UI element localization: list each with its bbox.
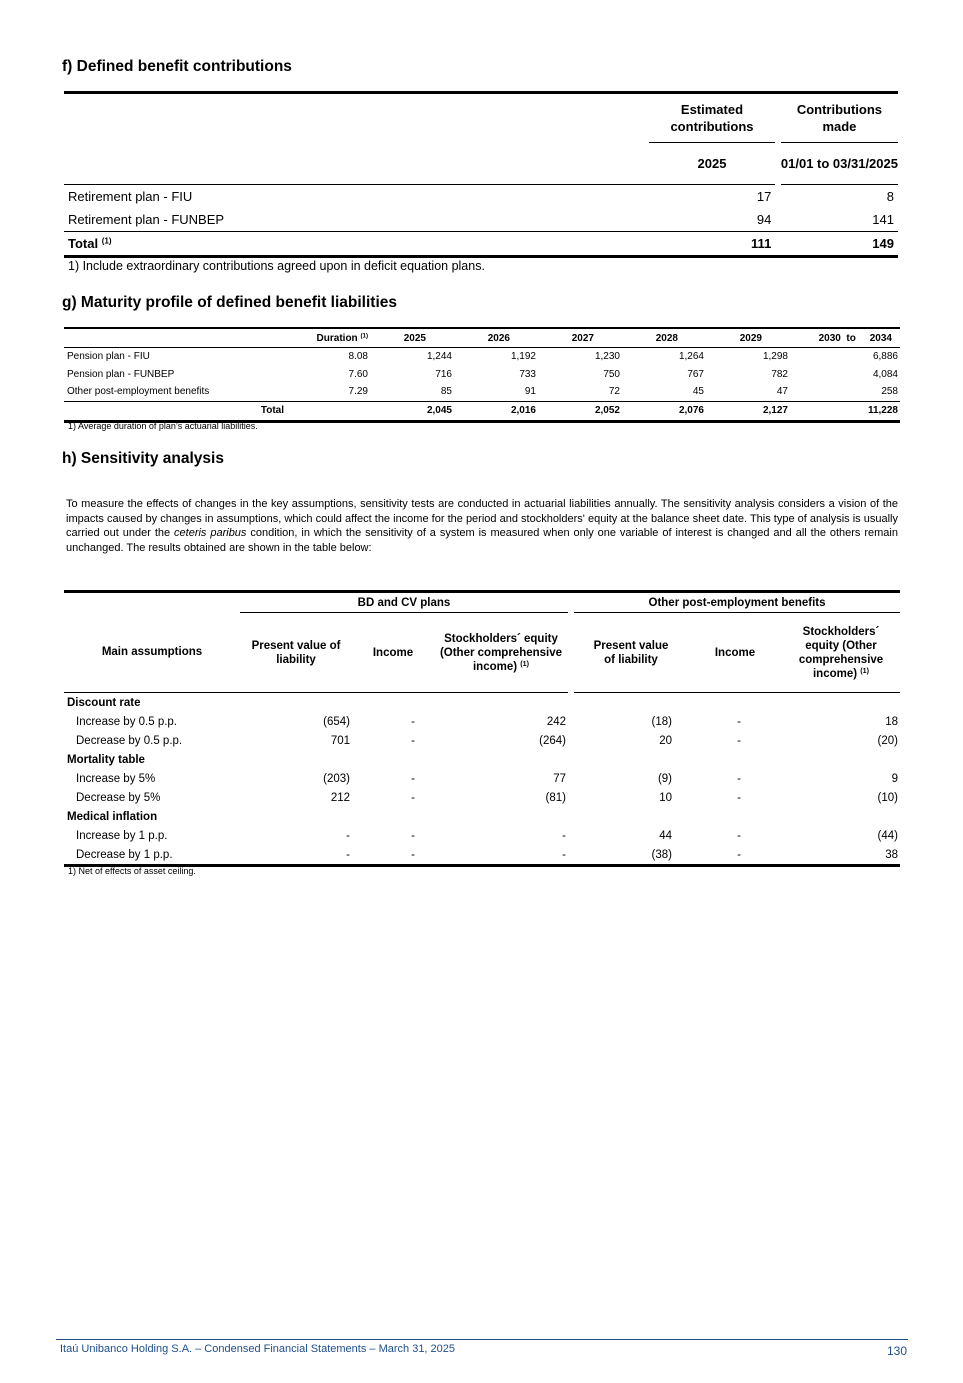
- col-present-value: Present value of liability: [240, 613, 352, 693]
- footnote-marker: (1): [360, 332, 368, 340]
- section-f-note: 1) Include extraordinary contributions agreed upon in deficit equation plans.: [68, 259, 485, 273]
- cell-value: (44): [877, 829, 898, 842]
- cell-value: 6,886: [872, 351, 898, 363]
- cell-value: -: [737, 791, 741, 804]
- cell-value: 9: [891, 772, 898, 785]
- table-row: [64, 383, 900, 401]
- section-label: Medical inflation: [67, 810, 158, 823]
- col-estimated-period: 2025: [649, 143, 776, 185]
- cell-value: 1,264: [678, 351, 704, 363]
- cell-value: -: [737, 734, 741, 747]
- cell-value: (9): [657, 772, 672, 785]
- cell-value: 212: [330, 791, 350, 804]
- cell-value: 1,298: [762, 351, 788, 363]
- cell-value: (264): [539, 734, 566, 747]
- sensitivity-table: [64, 590, 900, 867]
- defined-benefit-contributions-table: [64, 91, 898, 258]
- main-assumptions-header: Main assumptions: [64, 613, 240, 693]
- table-row: [64, 208, 898, 232]
- row-label: Pension plan - FUNBEP: [67, 368, 175, 380]
- cell-value: 701: [330, 734, 350, 747]
- section-f-title: f) Defined benefit contributions: [62, 58, 292, 75]
- total-label: Total: [64, 401, 284, 421]
- total-value: 2,016: [454, 401, 538, 421]
- section-row: [64, 693, 900, 713]
- cell-value: 767: [687, 368, 704, 380]
- duration-value: 8.08: [348, 351, 368, 363]
- section-label: Mortality table: [67, 753, 145, 766]
- cell-value: 242: [546, 715, 566, 728]
- cell-value: -: [411, 791, 415, 804]
- maturity-profile-table: [64, 327, 900, 423]
- row-label: Increase by 0.5 p.p.: [76, 715, 178, 728]
- year-header: 2028: [622, 328, 706, 348]
- cell-value: (38): [574, 845, 688, 866]
- cell-value: 85: [440, 386, 452, 398]
- col-made-header: Contributions made: [781, 93, 898, 143]
- cell-value: -: [737, 715, 741, 728]
- range-header: 2030 to 2034: [790, 328, 900, 348]
- total-value: 2,045: [370, 401, 454, 421]
- total-label: Total: [68, 236, 99, 251]
- estimated-value: 94: [756, 212, 772, 227]
- cell-value: 77: [553, 772, 566, 785]
- cell-value: -: [240, 845, 352, 866]
- total-row: [64, 401, 900, 421]
- page-number: 130: [886, 1344, 907, 1358]
- cell-value: -: [411, 715, 415, 728]
- row-label: Decrease by 1 p.p.: [64, 845, 240, 866]
- sensitivity-paragraph: To measure the effects of changes in the key assumptions, sensitivity tests are conducted in actuarial liabilities annually. The sensitivity analysis considers a vision of the impacts caused by changes in assumptions, which could affect the income for the period and stockholders' equity at the balance sheet date. This type of analysis is usually carried out under the ceteris paribus condition, in which the sensitivity of a system is measured when only one variable of interest is changed and all the others remain unchanged. The results obtained are shown in the table below:: [66, 498, 898, 554]
- cell-value: 1,230: [594, 351, 620, 363]
- cell-value: 750: [603, 368, 620, 380]
- total-value: 2,127: [706, 401, 790, 421]
- estimated-value: 17: [756, 189, 772, 204]
- footer-divider: [56, 1339, 908, 1340]
- cell-value: -: [737, 772, 741, 785]
- year-header: 2029: [706, 328, 790, 348]
- table-row: [64, 769, 900, 788]
- group-bd-cv: BD and CV plans: [240, 592, 568, 613]
- made-value: 8: [886, 189, 894, 204]
- duration-value: 7.29: [348, 386, 368, 398]
- cell-value: (203): [323, 772, 350, 785]
- row-label: Decrease by 0.5 p.p.: [76, 734, 183, 747]
- cell-value: -: [346, 829, 350, 842]
- total-value: 2,076: [622, 401, 706, 421]
- cell-value: 38: [782, 845, 900, 866]
- table-row: [64, 185, 898, 209]
- cell-value: 1,192: [510, 351, 536, 363]
- cell-value: -: [411, 772, 415, 785]
- col-present-value: Present value of liability: [574, 613, 688, 693]
- cell-value: -: [434, 845, 568, 866]
- row-label: Other post-employment benefits: [67, 386, 210, 398]
- duration-header: Duration: [316, 332, 358, 344]
- col-estimated-header: Estimated contributions: [649, 93, 776, 143]
- row-label: Pension plan - FIU: [67, 351, 150, 363]
- col-income: Income: [352, 613, 434, 693]
- col-equity: Stockholders´ equity (Other comprehensive income) $^{(1)}$: [782, 613, 900, 693]
- table-row: [64, 788, 900, 807]
- section-row: [64, 750, 900, 769]
- section-h-title: h) Sensitivity analysis: [62, 450, 224, 467]
- cell-value: -: [737, 829, 741, 842]
- cell-value: 716: [435, 368, 452, 380]
- col-made-period: 01/01 to 03/31/2025: [781, 143, 898, 185]
- cell-value: 45: [692, 386, 704, 398]
- year-header: 2026: [454, 328, 538, 348]
- cell-value: (81): [545, 791, 566, 804]
- table-row: [64, 845, 900, 866]
- cell-value: 1,244: [426, 351, 452, 363]
- cell-value: -: [411, 829, 415, 842]
- section-h-note: 1) Net of effects of asset ceiling.: [68, 866, 196, 876]
- footer-text: Itaú Unibanco Holding S.A. – Condensed Financial Statements – March 31, 2025: [60, 1343, 456, 1355]
- cell-value: 733: [519, 368, 536, 380]
- cell-value: 47: [776, 386, 788, 398]
- cell-value: (654): [323, 715, 350, 728]
- cell-value: -: [688, 845, 782, 866]
- table-row: [64, 366, 900, 384]
- year-header: 2025: [370, 328, 454, 348]
- row-label: Decrease by 5%: [76, 791, 161, 804]
- total-made: 149: [781, 232, 898, 257]
- cell-value: 782: [771, 368, 788, 380]
- section-g-title: g) Maturity profile of defined benefit liabilities: [62, 294, 397, 311]
- row-label: Increase by 1 p.p.: [76, 829, 168, 842]
- section-g-note: 1) Average duration of plan’s actuarial liabilities.: [68, 421, 258, 431]
- section-row: [64, 807, 900, 826]
- duration-value: 7.60: [348, 368, 368, 380]
- total-row: [64, 232, 898, 257]
- cell-value: 44: [659, 829, 672, 842]
- cell-value: 20: [659, 734, 672, 747]
- year-header: 2027: [538, 328, 622, 348]
- cell-value: 72: [608, 386, 620, 398]
- table-row: [64, 731, 900, 750]
- total-estimated: 111: [649, 232, 776, 257]
- cell-value: -: [352, 845, 434, 866]
- col-income: Income: [688, 613, 782, 693]
- group-other-post-employment: Other post-employment benefits: [574, 592, 900, 613]
- cell-value: (10): [877, 791, 898, 804]
- cell-value: 91: [524, 386, 536, 398]
- row-label: Retirement plan - FIU: [68, 189, 193, 204]
- col-equity: Stockholders´ equity (Other comprehensive income) $^{(1)}$: [434, 613, 568, 693]
- made-value: 141: [872, 212, 894, 227]
- footnote-marker: (1): [101, 236, 112, 246]
- cell-value: (18): [651, 715, 672, 728]
- total-value: 11,228: [790, 401, 900, 421]
- row-label: Retirement plan - FUNBEP: [68, 212, 225, 227]
- cell-value: (20): [877, 734, 898, 747]
- section-label: Discount rate: [67, 696, 141, 709]
- table-row: [64, 826, 900, 845]
- cell-value: 18: [885, 715, 898, 728]
- cell-value: 10: [659, 791, 672, 804]
- table-row: [64, 348, 900, 366]
- cell-value: -: [562, 829, 566, 842]
- cell-value: 4,084: [872, 368, 898, 380]
- row-label: Increase by 5%: [76, 772, 156, 785]
- cell-value: 258: [881, 386, 898, 398]
- total-value: 2,052: [538, 401, 622, 421]
- table-row: [64, 712, 900, 731]
- cell-value: -: [411, 734, 415, 747]
